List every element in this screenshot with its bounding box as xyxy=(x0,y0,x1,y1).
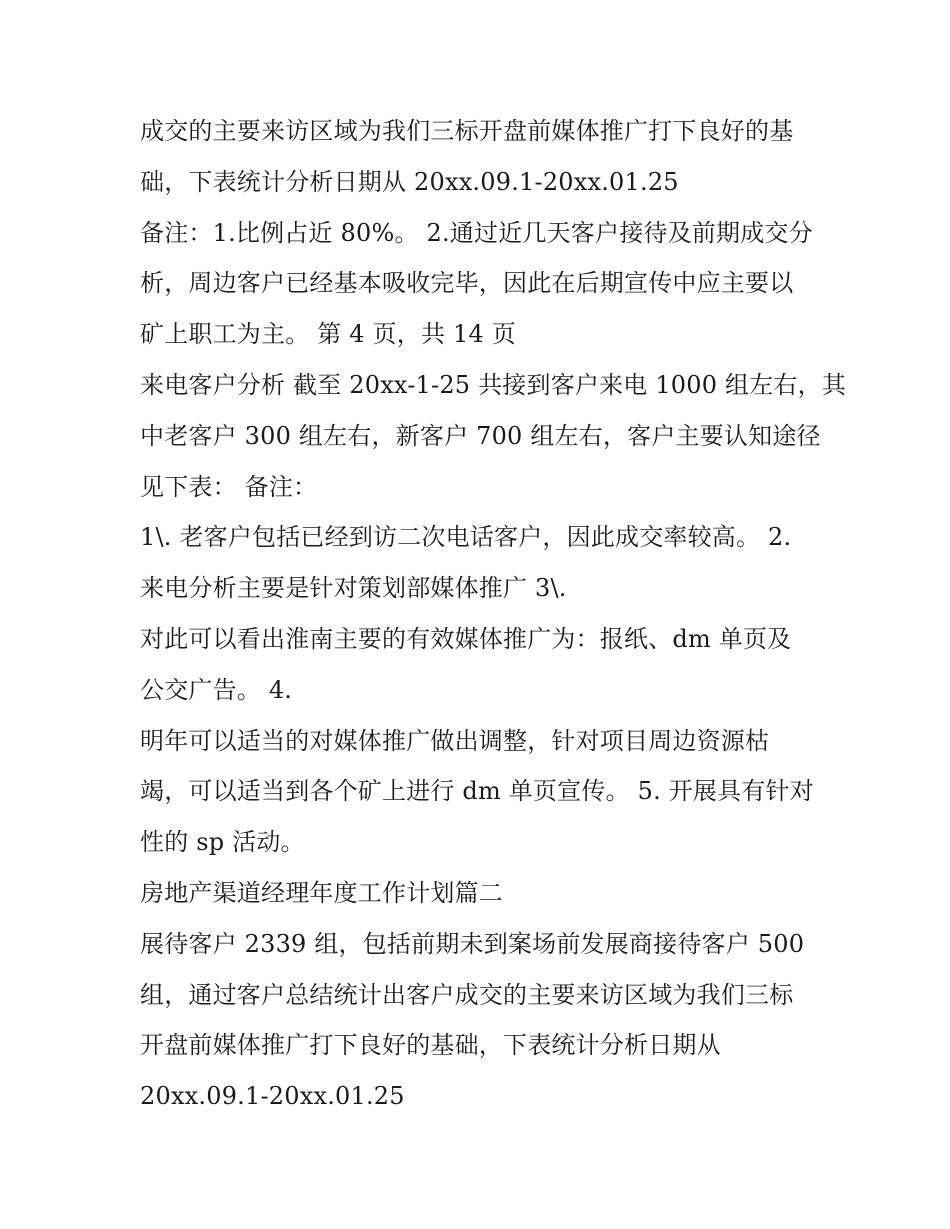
section-heading: 房地产渠道经理年度工作计划篇二 xyxy=(140,878,503,907)
text-line: 1\. 老客户包括已经到访二次电话客户，因此成交率较高。 2. xyxy=(140,523,792,552)
text-line: 竭，可以适当到各个矿上进行 dm 单页宣传。 5. 开展具有针对 xyxy=(140,777,814,806)
text-line: 展待客户 2339 组，包括前期未到案场前发展商接待客户 500 xyxy=(140,929,805,958)
text-line: 来电分析主要是针对策划部媒体推广 3\. xyxy=(140,574,567,603)
text-line: 对此可以看出淮南主要的有效媒体推广为：报纸、dm 单页及 xyxy=(140,624,792,653)
text-line: 中老客户 300 组左右，新客户 700 组左右，客户主要认知途径 xyxy=(140,421,821,450)
text-line: 来电客户分析 截至 20xx-1-25 共接到客户来电 1000 组左右，其 xyxy=(140,370,847,399)
text-line: 础，下表统计分析日期从 20xx.09.1-20xx.01.25 xyxy=(140,167,679,196)
text-line: 矿上职工为主。 第 4 页，共 14 页 xyxy=(140,320,516,349)
text-line: 成交的主要来访区域为我们三标开盘前媒体推广打下良好的基 xyxy=(140,117,794,145)
text-line: 明年可以适当的对媒体推广做出调整，针对项目周边资源枯 xyxy=(140,726,770,755)
text-line: 性的 sp 活动。 xyxy=(140,828,305,857)
text-line: 析，周边客户已经基本吸收完毕，因此在后期宣传中应主要以 xyxy=(140,269,794,298)
text-line: 20xx.09.1-20xx.01.25 xyxy=(140,1082,405,1111)
document-body xyxy=(140,106,847,1122)
text-line: 见下表： 备注： xyxy=(140,472,318,501)
text-line: 组，通过客户总结统计出客户成交的主要来访区域为我们三标 xyxy=(140,980,794,1009)
text-line: 开盘前媒体推广打下良好的基础，下表统计分析日期从 xyxy=(140,1031,721,1060)
text-line: 公交广告。 4. xyxy=(140,675,293,704)
text-line: 备注：1.比例占近 80%。 2.通过近几天客户接待及前期成交分 xyxy=(140,218,813,247)
